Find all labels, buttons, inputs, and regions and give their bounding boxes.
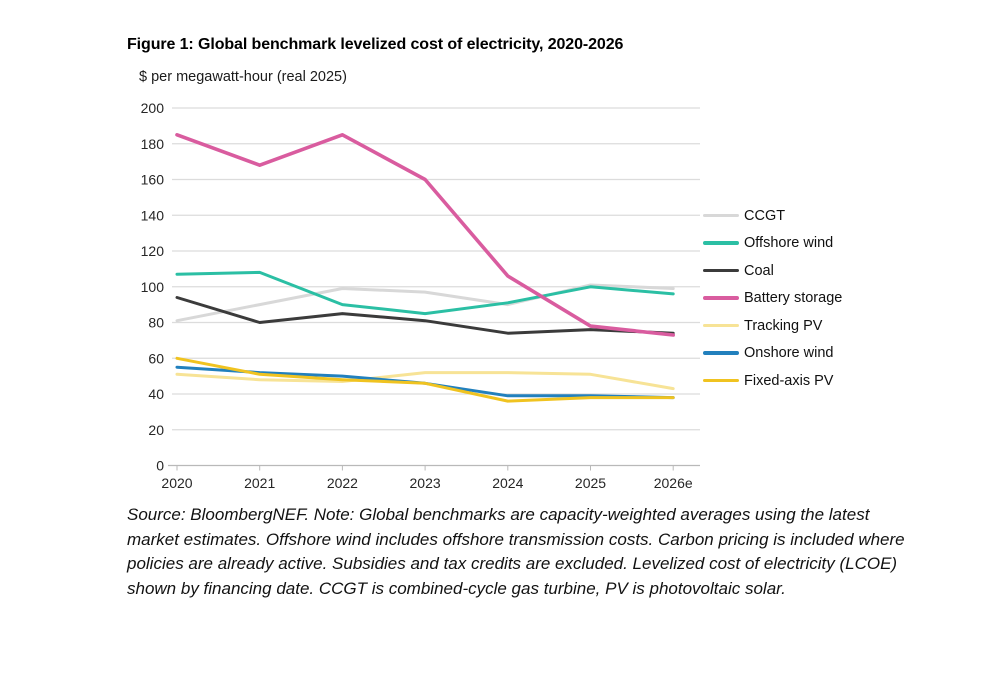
legend-line-swatch xyxy=(703,269,739,273)
x-tick-label: 2026e xyxy=(653,475,693,491)
y-tick-label: 0 xyxy=(156,457,164,474)
legend-line-swatch xyxy=(703,379,739,383)
x-tick-label: 2024 xyxy=(492,475,524,491)
y-tick-label: 40 xyxy=(148,386,164,402)
legend-item-ccgt xyxy=(703,207,842,224)
legend-line-swatch xyxy=(703,214,739,218)
legend-item-coal xyxy=(703,262,842,279)
y-tick-label: 120 xyxy=(140,243,164,259)
y-tick-label: 160 xyxy=(140,171,164,188)
legend-item-offshore-wind xyxy=(703,235,842,252)
chart-legend xyxy=(703,207,842,400)
legend-line-swatch xyxy=(703,324,739,328)
legend-label: Fixed-axis PV xyxy=(744,372,834,389)
y-tick-label: 200 xyxy=(140,100,164,116)
legend-item-fixed-axis-pv xyxy=(703,372,842,389)
x-tick-label: 2021 xyxy=(244,475,276,491)
legend-label: Battery storage xyxy=(744,290,843,306)
legend-item-onshore-wind xyxy=(703,345,842,362)
legend-item-battery-storage xyxy=(703,290,842,307)
series-line-tracking-pv xyxy=(177,373,673,389)
figure-title: Figure 1: Global benchmark levelized cost of electricity, 2020-2026 xyxy=(127,36,624,53)
legend-label: Tracking PV xyxy=(744,317,823,334)
legend-item-tracking-pv xyxy=(703,317,842,334)
x-tick-label: 2020 xyxy=(161,475,193,491)
y-tick-label: 140 xyxy=(140,207,164,224)
y-tick-label: 20 xyxy=(148,421,164,438)
x-tick-label: 2023 xyxy=(409,475,441,491)
y-tick-label: 60 xyxy=(148,350,164,367)
x-tick-label: 2025 xyxy=(574,475,607,491)
x-tick-label: 2022 xyxy=(326,475,358,491)
legend-label: Offshore wind xyxy=(744,235,834,251)
y-axis-unit-label: $ per megawatt-hour (real 2025) xyxy=(139,69,347,85)
y-tick-label: 100 xyxy=(140,278,164,295)
y-tick-label: 180 xyxy=(140,135,164,152)
legend-label: Onshore wind xyxy=(744,345,834,361)
series-line-ccgt xyxy=(177,285,673,321)
y-tick-label: 80 xyxy=(148,314,164,331)
legend-label: CCGT xyxy=(744,207,786,224)
legend-line-swatch xyxy=(703,351,739,355)
source-note: Source: BloombergNEF. Note: Global benchmarks are capacity-weighted averages using the latest market estimates. Offshore wind includes offshore transmission costs. Carbon pricing is included where policies are already active. Subsidies and tax credits are excluded. Levelized cost of electricity (LCOE) shown by financing date. CCGT is combined-cycle gas turbine, PV is photovoltaic solar. xyxy=(127,505,905,598)
legend-line-swatch xyxy=(703,296,739,300)
legend-line-swatch xyxy=(703,241,739,245)
legend-label: Coal xyxy=(744,262,774,279)
